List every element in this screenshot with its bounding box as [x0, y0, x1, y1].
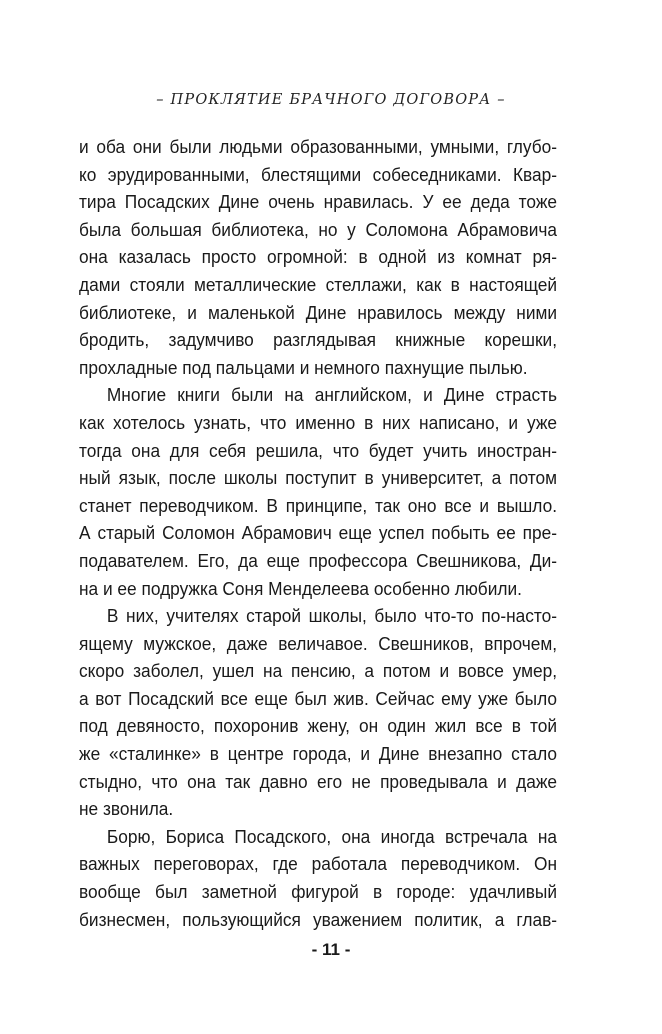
text-line: В них, учителях старой школы, было что-то по-насто-	[106, 605, 558, 627]
text-line: а вот Посадский все еще был жив. Сейчас ему уже было	[79, 687, 558, 709]
running-header: – ПРОКЛЯТИЕ БРАЧНОГО ДОГОВОРА –	[156, 92, 506, 108]
text-line: прохладные под пальцами и немного пахнущие пылью.	[79, 356, 528, 378]
text-line: она казалась просто огромной: в одной из комнат ря-	[79, 246, 558, 268]
text-line: скоро заболел, ушел на пенсию, а потом и вовсе умер,	[79, 660, 558, 682]
text-line: же «сталинке» в центре города, и Дине внезапно стало	[79, 743, 558, 765]
body-text	[79, 133, 557, 933]
text-line: Многие книги были на английском, и Дине страсть	[106, 384, 558, 406]
text-line: библиотеке, и маленькой Дине нравилось между ними	[79, 301, 558, 323]
text-line: вообще был заметной фигурой в городе: удачливый	[79, 881, 558, 903]
text-line: и оба они были людьми образованными, умными, глубо-	[79, 136, 558, 157]
text-line: ный язык, после школы поступит в университет, а потом	[79, 467, 558, 489]
text-line: бродить, задумчиво разглядывая книжные корешки,	[79, 329, 558, 351]
text-line: под девяносто, похоронив жену, он один жил все в той	[79, 715, 558, 737]
text-line: тира Посадских Дине очень нравилась. У ее деда тоже	[79, 191, 558, 213]
text-line: Борю, Бориса Посадского, она иногда встречала на	[106, 825, 558, 847]
text-line: А старый Соломон Абрамович еще успел побыть ее пре-	[79, 522, 558, 544]
text-line: тогда она для себя решила, что будет учить иностран-	[79, 439, 558, 461]
text-line: ко эрудированными, блестящими собеседниками. Квар-	[79, 163, 558, 185]
text-line: подавателем. Его, да еще профессора Свешникова, Ди-	[79, 549, 558, 571]
text-line: не звонила.	[79, 798, 174, 820]
text-line: стыдно, что она так давно его не проведывала и даже	[79, 770, 558, 792]
text-line: была большая библиотека, но у Соломона Абрамовича	[79, 218, 558, 240]
text-line: на и ее подружка Соня Менделеева особенно любили.	[79, 577, 522, 599]
text-line: дами стояли металлические стеллажи, как в настоящей	[79, 273, 558, 295]
page-number: - 11 -	[311, 940, 351, 959]
text-line: важных переговорах, где работала переводчиком. Он	[79, 853, 558, 875]
text-line: бизнесмен, пользующийся уважением политик, а глав-	[79, 908, 558, 930]
text-line: как хотелось узнать, что именно в них написано, и уже	[79, 411, 558, 433]
text-line: станет переводчиком. В принципе, так оно все и вышло.	[79, 494, 558, 516]
text-line: ящему мужское, даже величавое. Свешников, впрочем,	[79, 632, 558, 654]
